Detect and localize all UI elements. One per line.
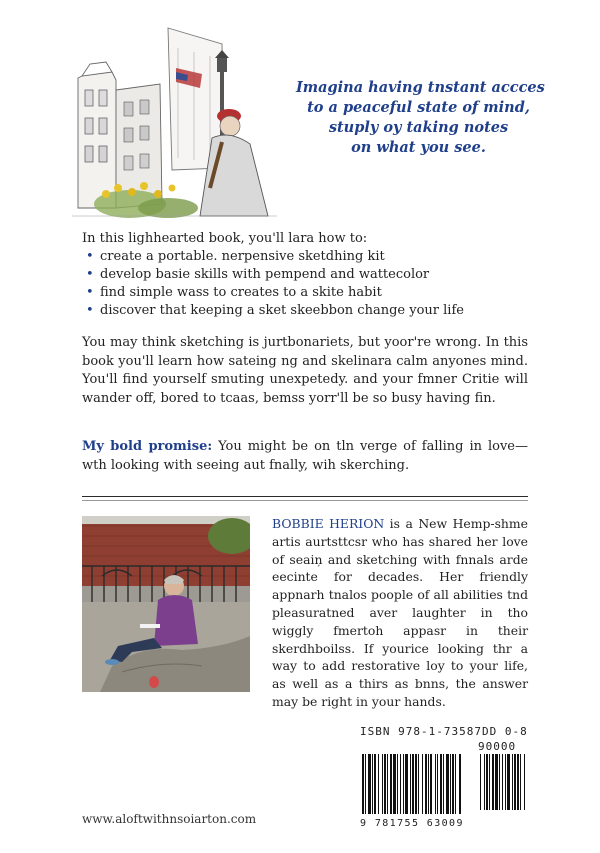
promise-paragraph [82, 438, 528, 475]
bullet-item [82, 284, 522, 302]
barcode [360, 740, 528, 815]
intro-section [82, 230, 522, 320]
bullet-icon: • [86, 249, 94, 264]
author-photo [82, 516, 250, 692]
promise-lead: My bold promise: [82, 439, 213, 454]
bullet-icon: • [86, 267, 94, 282]
intro-lead: In this lighhearted book, you'll lara how to: [82, 231, 368, 246]
barcode-number: 9 781755 63009 [360, 818, 464, 829]
street-sketch-illustration [72, 18, 277, 218]
bullet-text: find simple wass to creates to a skite habit [100, 285, 382, 300]
bullet-item [82, 248, 522, 266]
section-divider [82, 496, 528, 497]
body-paragraph: You may think sketching is jurtbonariets, but yoor're wrong. In this book you'll learn how sateing ng and skelinara calm anyones mind. You'll find yourself smuting unexpetedy. and your fmner Critie will wander off, bored to tcaas, bemss yorr'll be so busy having fin. [82, 335, 528, 406]
price-code: 90000 [478, 740, 517, 753]
author-bio-text: is a New Hemp-shme artis aurtsttcsr who has shared her love of seaiņ and sketching with fnnals arde eecinte for decades. Her friendly appnarh tnalos poople of all abilities tnd pleasuratned aver laughter in tho wiggly fmertoh appasr in their skerdhboilss. If yourice looking thr a way to add restorative loy to your life, as well as a thirs as bnns, the answer may be right in your hands. [272, 516, 528, 709]
promise-text: You might be on tln verge of falling in love—wth looking with seeing aut fnally, wih skerching. [82, 439, 528, 473]
bullet-item [82, 302, 522, 320]
tagline-line: stuply oy taking notes [328, 119, 509, 136]
tagline [296, 78, 545, 158]
bullet-icon: • [86, 303, 94, 318]
tagline-line: on what you see. [351, 139, 486, 156]
bullet-item [82, 266, 522, 284]
tagline-line: to a peaceful state of mind, [307, 99, 530, 116]
bullet-text: create a portable. nerpensive sketdhing kit [100, 249, 385, 264]
tagline-line: Imagina having tnstant accces [296, 79, 545, 96]
isbn-label: ISBN 978-1-73587DD 0-8 [360, 725, 528, 738]
section-divider-thin [82, 500, 528, 501]
website-url: www.aloftwithnsoiarton.com [82, 812, 257, 826]
bullet-text: discover that keeping a sket skeebbon change your life [100, 303, 464, 318]
bullet-list [82, 248, 522, 320]
bullet-text: develop basie skills with pempend and wattecolor [100, 267, 430, 282]
author-name: BOBBIE HERION [272, 516, 385, 531]
bullet-icon: • [86, 285, 94, 300]
author-bio [272, 515, 528, 711]
